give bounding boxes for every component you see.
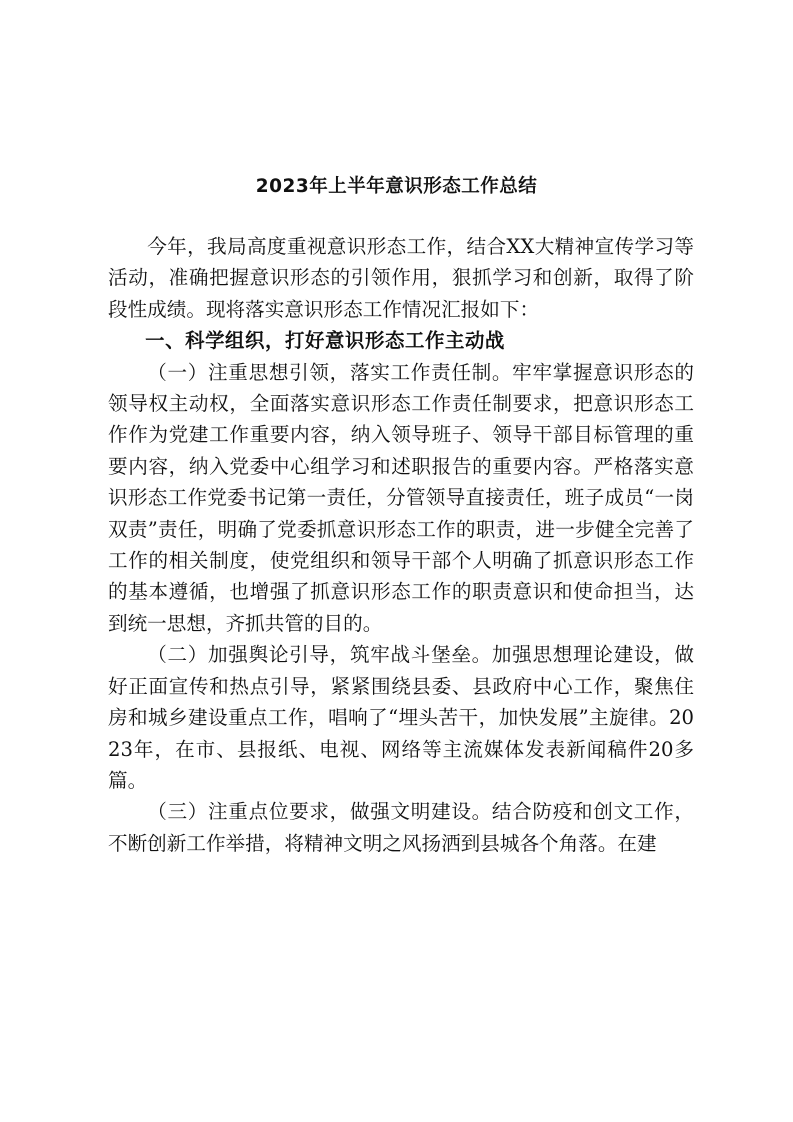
document-body: [108, 231, 694, 859]
section-heading: 一、科学组织，打好意识形态工作主动战: [145, 329, 505, 353]
document-title: 2023年上半年意识形态工作总结: [255, 176, 538, 197]
intro-paragraph: 今年，我局高度重视意识形态工作，结合XX大精神宣传学习等活动，准确把握意识形态的引领作用，狠抓学习和创新，取得了阶段性成绩。现将落实意识形态工作情况汇报如下：: [108, 235, 694, 321]
body-paragraph: （二）加强舆论引导，筑牢战斗堡垒。加强思想理论建设，做好正面宣传和热点引导，紧紧围绕县委、县政府中心工作，聚焦住房和城乡建设重点工作，唱响了“埋头苦干，加快发展”主旋律。2023年，在市、县报纸、电视、网络等主流媒体发表新闻稿件20多篇。: [108, 643, 694, 792]
body-paragraph: （一）注重思想引领，落实工作责任制。牢牢掌握意识形态的领导权主动权，全面落实意识形态工作责任制要求，把意识形态工作作为党建工作重要内容，纳入领导班子、领导干部目标管理的重要内容，纳入党委中心组学习和述职报告的重要内容。严格落实意识形态工作党委书记第一责任，分管领导直接责任，班子成员“一岗双责”责任，明确了党委抓意识形态工作的职责，进一步健全完善了工作的相关制度，使党组织和领导干部个人明确了抓意识形态工作的基本遵循，也增强了抓意识形态工作的职责意识和使命担当，达到统一思想，齐抓共管的目的。: [108, 360, 694, 635]
body-paragraph: （三）注重点位要求，做强文明建设。结合防疫和创文工作，不断创新工作举措，将精神文明之风扬洒到县城各个角落。在建: [108, 800, 694, 855]
